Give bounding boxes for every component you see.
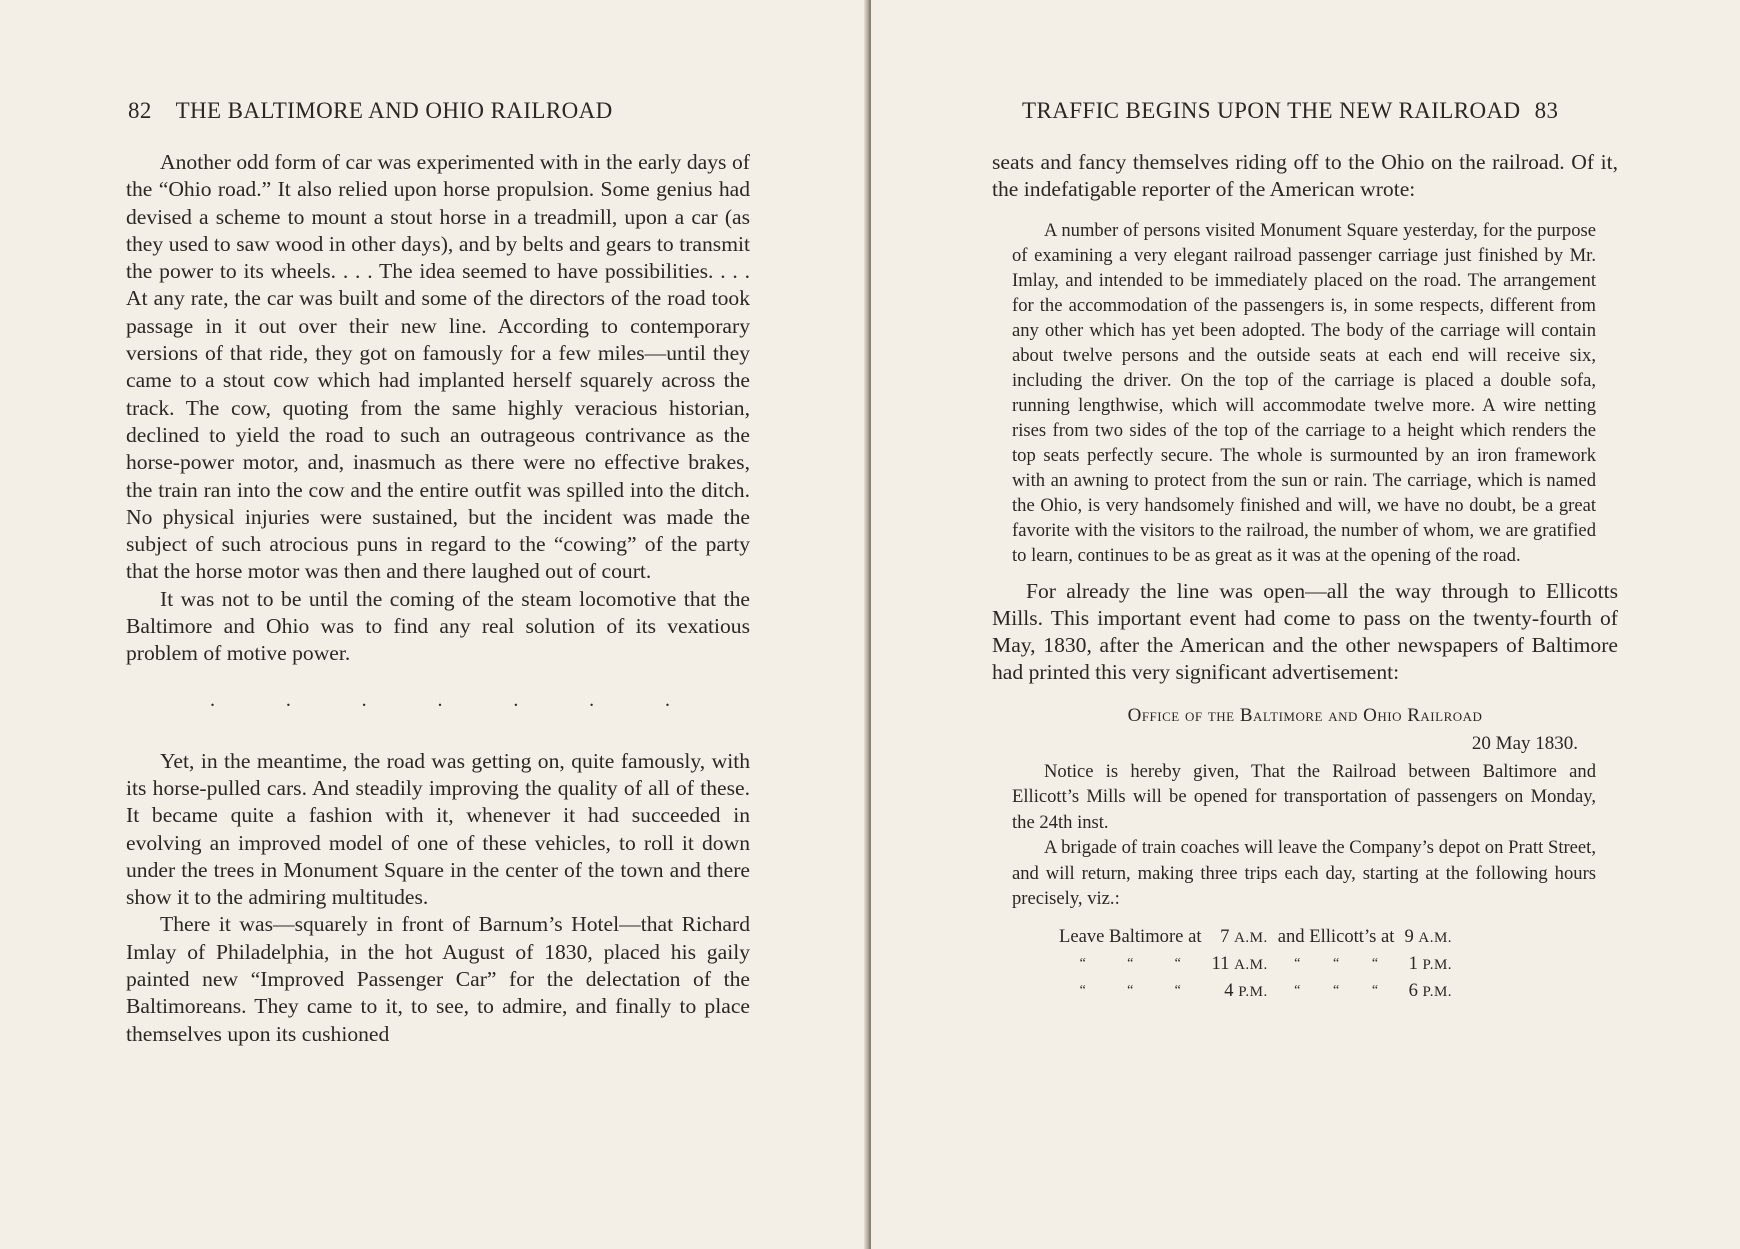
left-page-body — [126, 149, 750, 1048]
ellicott-time: 9 — [1404, 925, 1414, 947]
break-dot: . — [285, 688, 291, 711]
ditto-mark: “ — [1127, 956, 1134, 972]
notice-paragraph: Notice is hereby given, That the Railroad between Baltimore and Ellicott’s Mills will be opened for transportation of passengers on Monday, the 24th inst. — [1012, 760, 1596, 833]
paragraph: For already the line was open—all the way through to Ellicotts Mills. This important event had come to pass on the twenty-fourth of May, 1830, after the American and the other newspapers of Baltimore had printed this very significant advertisement: — [992, 578, 1618, 685]
ditto-mark: “ — [1174, 983, 1181, 999]
section-break — [210, 690, 670, 714]
paragraph: Yet, in the meantime, the road was getting on, quite famously, with its horse-pulled cars. And steadily improving the quality of all of these. It became quite a fashion with it, whenever it had succeeded in evolving an improved model of one of these vehicles, to roll it down under the trees in Monument Square in the center of the town and there show it to the admiring multitudes. — [126, 748, 750, 910]
break-dot: . — [361, 688, 367, 711]
running-head-title: TRAFFIC BEGINS UPON THE NEW RAILROAD — [1022, 98, 1521, 123]
left-page — [0, 0, 869, 1249]
time-suffix: P.M. — [1422, 983, 1453, 1000]
and-label: and Ellicott’s at — [1277, 926, 1395, 948]
baltimore-time: 11 — [1211, 952, 1230, 974]
baltimore-time: 7 — [1220, 925, 1230, 947]
time-suffix: A.M. — [1234, 929, 1268, 946]
break-dot: . — [589, 688, 595, 711]
schedule-row — [1054, 924, 1457, 951]
notice-heading: Office of the Baltimore and Ohio Railroad — [1127, 704, 1483, 726]
ditto-mark: “ — [1174, 956, 1181, 972]
paragraph-continuation: seats and fancy themselves riding off to the Ohio on the railroad. Of it, the indefatigable reporter of the American wrote: — [992, 150, 1618, 202]
ditto-mark: “ — [1371, 983, 1379, 999]
right-page — [871, 0, 1740, 1249]
time-suffix: A.M. — [1418, 929, 1453, 946]
ditto-mark: “ — [1294, 983, 1301, 999]
schedule-row — [1054, 951, 1457, 978]
right-page-body — [992, 149, 1618, 1005]
ditto-mark: “ — [1332, 983, 1340, 999]
time-suffix: P.M. — [1422, 956, 1453, 973]
schedule-row — [1054, 978, 1457, 1005]
ellicott-time: 1 — [1408, 952, 1418, 974]
baltimore-time: 4 — [1224, 979, 1234, 1001]
page-number: 82 — [128, 98, 152, 123]
ellicott-time: 6 — [1408, 979, 1418, 1001]
break-dot: . — [664, 688, 670, 711]
ditto-mark: “ — [1079, 983, 1086, 999]
ditto-mark: “ — [1127, 983, 1134, 999]
break-dot: . — [513, 688, 519, 711]
ditto-mark: “ — [1079, 956, 1086, 972]
break-dot: . — [437, 688, 443, 711]
ditto-mark: “ — [1294, 956, 1301, 972]
break-dot: . — [210, 688, 215, 711]
block-quote — [1012, 218, 1596, 568]
running-head-title: THE BALTIMORE AND OHIO RAILROAD — [175, 98, 613, 123]
paragraph: There it was—squarely in front of Barnum’s Hotel—that Richard Imlay of Philadelphia, in the hot August of 1830, placed his gaily painted new “Improved Passenger Car” for the delectation of the Baltimoreans. They came to it, to see, to admire, and finally to place themselves upon its cushioned — [126, 912, 750, 1046]
leave-label: Leave Baltimore at — [1059, 926, 1202, 948]
time-suffix: A.M. — [1234, 956, 1268, 973]
left-running-head — [128, 98, 613, 124]
paragraph: It was not to be until the coming of the steam locomotive that the Baltimore and Ohio was to find any real solution of its vexatious problem of motive power. — [126, 586, 750, 666]
time-suffix: P.M. — [1238, 983, 1268, 1000]
paragraph: Another odd form of car was experimented with in the early days of the “Ohio road.” It also relied upon horse propulsion. Some genius had devised a scheme to mount a stout horse in a treadmill, upon a car (as they used to saw wood in other days), and by belts and gears to transmit the power to its wheels. . . . The idea seemed to have possibilities. . . . At any rate, the car was built and some of the directors of the road took passage in it out over their new line. According to contemporary versions of that ride, they got on famously for a few miles—until they came to a stout cow which had implanted herself squarely across the track. The cow, quoting from the same highly veracious historian, declined to yield the road to such an outrageous contrivance as the horse-power motor, and, inasmuch as there were no effective brakes, the train ran into the cow and the entire outfit was spilled into the ditch. No physical injuries were sustained, but the incident was made the subject of such atrocious puns in regard to the “cowing” of the party that the horse motor was then and there laughed out of court. — [126, 150, 750, 584]
right-running-head — [1022, 98, 1558, 124]
ditto-mark: “ — [1332, 956, 1340, 972]
notice-date: 20 May 1830. — [1471, 732, 1578, 754]
notice-body — [1012, 759, 1596, 912]
train-schedule — [1054, 924, 1457, 1005]
ditto-mark: “ — [1371, 956, 1379, 972]
quote-text: A number of persons visited Monument Square yesterday, for the purpose of examining a very elegant railroad passenger carriage just finished by Mr. Imlay, and intended to be immediately placed on the road. The arrangement for the accommodation of the passengers is, in some respects, different from any other which has yet been adopted. The body of the carriage will contain about twelve persons and the outside seats at each end will receive six, including the driver. On the top of the carriage is placed a double sofa, running lengthwise, which will accommodate twelve more. A wire netting rises from two sides of the top of the carriage to a height which renders the top seats perfectly secure. The whole is surmounted by an iron framework with an awning to protect from the sun or rain. The carriage, which is named the Ohio, is very handsomely finished and will, we have no doubt, be a great favorite with the visitors to the railroad, the number of whom, we are gratified to learn, continues to be as great as it was at the opening of the road. — [1012, 219, 1596, 566]
page-number: 83 — [1534, 98, 1559, 123]
notice-paragraph: A brigade of train coaches will leave the Company’s depot on Pratt Street, and will return, making three trips each day, starting at the following hours precisely, viz.: — [1012, 837, 1596, 910]
